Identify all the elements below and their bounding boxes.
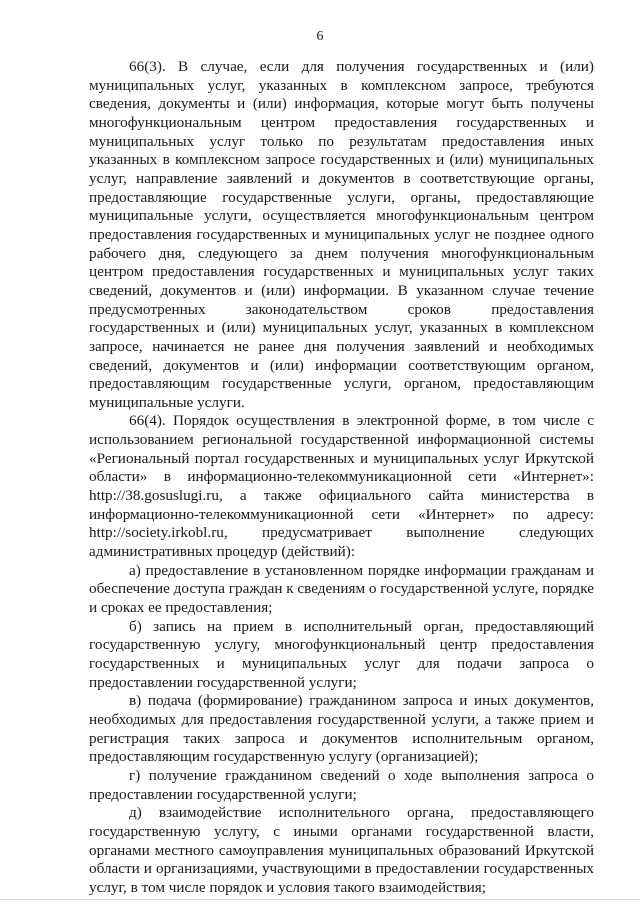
paragraph-66-4: 66(4). Порядок осуществления в электронной форме, в том числе с использованием региональной государственной информационной системы «Региональный портал государственных и муниципальных услуг Иркутской области» в информационно-телекоммуникационной сети «Интернет»: http://38.gosuslugi.ru, а также официального сайта министерства в информационно-телекоммуникационной сети «Интернет» по адресу: http://society.irkobl.ru, предусматривает выполнение следующих административных процедур (действий): [89, 412, 594, 561]
page-bottom-edge [0, 899, 640, 900]
list-item-b: б) запись на прием в исполнительный орган, предоставляющий государственную услугу, многофункциональный центр предоставления государственных и муниципальных услуг для подачи запроса о предоставлении государственной услуги; [89, 617, 594, 691]
list-item-d: д) взаимодействие исполнительного органа, предоставляющего государственную услугу, с иными органами государственной власти, органами местного самоуправления муниципальных образований Иркутской области и организациями, участвующими в предоставлении государственных услуг, в том числе порядок и условия такого взаимодействия; [89, 804, 594, 896]
list-item-a: а) предоставление в установленном порядке информации гражданам и обеспечение доступа граждан к сведениям о государственной услуге, порядке и сроках ее предоставления; [89, 561, 594, 617]
document-body [89, 58, 594, 898]
paragraph-66-3: 66(3). В случае, если для получения государственных и (или) муниципальных услуг, указанных в комплексном запросе, требуются сведения, документы и (или) информация, которые могут быть получены многофункциональным центром предоставления государственных и муниципальных услуг только по результатам предоставления иных указанных в комплексном запросе государственных и (или) муниципальных услуг, направление заявлений и документов в соответствующие органы, предоставляющие государственные услуги, органы, предоставляющие муниципальные услуги, осуществляется многофункциональным центром предоставления государственных и муниципальных услуг не позднее одного рабочего дня, следующего за днем получения многофункциональным центром предоставления государственных и муниципальных услуг таких сведений, документов и (или) информации. В указанном случае течение предусмотренных законодательством сроков предоставления государственных и (или) муниципальных услуг, указанных в комплексном запросе, начинается не ранее дня получения заявлений и необходимых сведений, документов и (или) информации соответствующим органом, предоставляющим государственные услуги, органом, предоставляющим муниципальные услуги. [89, 58, 594, 411]
page-number: 6 [316, 29, 324, 44]
list-item-g: г) получение гражданином сведений о ходе выполнения запроса о предоставлении государственной услуги; [89, 766, 594, 803]
list-item-v: в) подача (формирование) гражданином запроса и иных документов, необходимых для предоставления государственной услуги, а также прием и регистрация таких запроса и документов исполнительным органом, предоставляющим государственную услугу (организацией); [89, 692, 594, 766]
